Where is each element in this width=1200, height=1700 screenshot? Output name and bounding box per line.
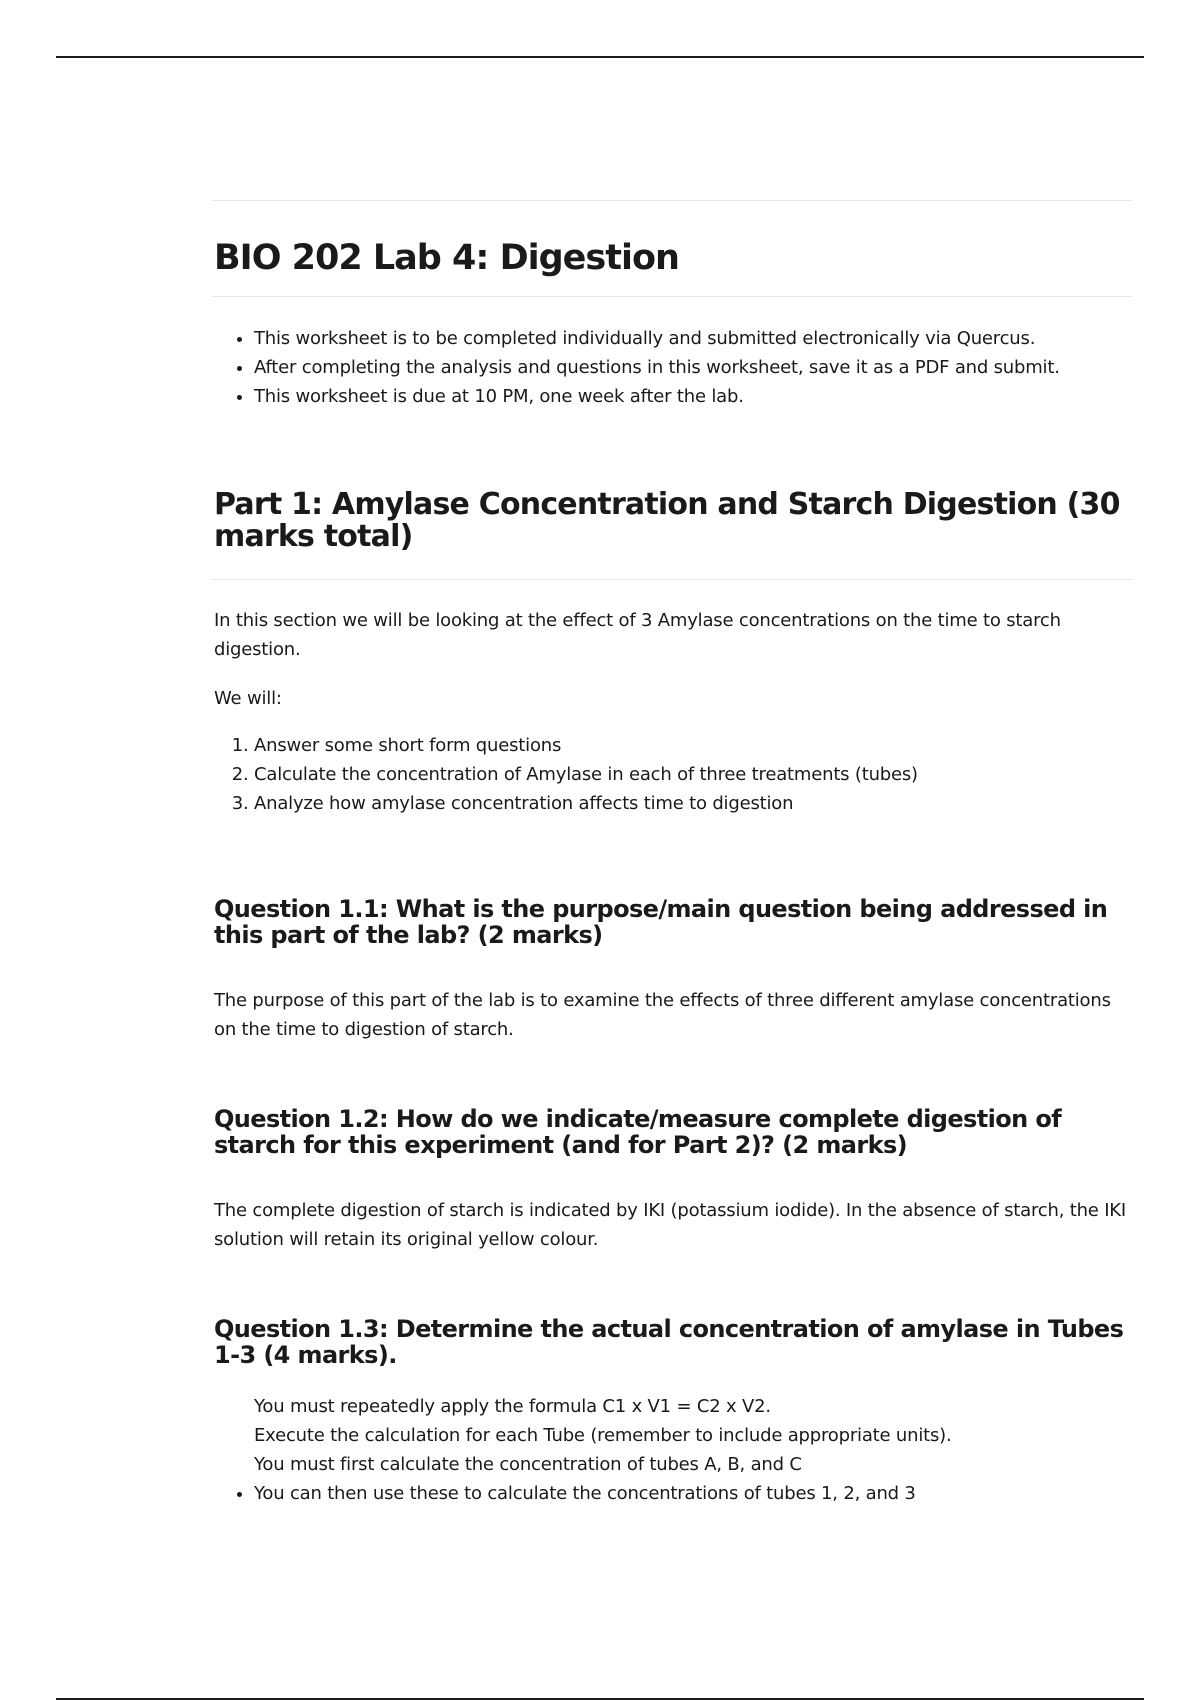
title-bottom-divider xyxy=(212,296,1132,297)
step-item: 3. Analyze how amylase concentration affects time to digestion xyxy=(254,789,1132,818)
page-top-rule xyxy=(56,56,1144,58)
instruction-item: Execute the calculation for each Tube (remember to include appropriate units). xyxy=(254,1424,952,1446)
question-1-1 xyxy=(212,896,1132,1044)
part1-heading: Part 1: Amylase Concentration and Starch Digestion (30 marks total) xyxy=(214,486,1120,554)
question-1-3 xyxy=(212,1316,1132,1508)
instruction-item: You must first calculate the concentration of tubes A, B, and C xyxy=(254,1453,802,1475)
instruction-item: • You can then use these to calculate the concentrations of tubes 1, 2, and 3 xyxy=(254,1479,1132,1508)
title-top-divider xyxy=(212,200,1132,201)
step-item: 2. Calculate the concentration of Amylase in each of three treatments (tubes) xyxy=(254,760,1132,789)
part1-divider xyxy=(212,579,1132,580)
question-1-3-heading: Question 1.3: Determine the actual concentration of amylase in Tubes 1-3 (4 marks). xyxy=(214,1314,1124,1369)
step-item: 1. Answer some short form questions xyxy=(254,731,1132,760)
we-will-label: We will: xyxy=(214,687,282,709)
question-1-3-instructions xyxy=(212,1392,1132,1508)
part1-section xyxy=(212,486,1132,818)
intro-bullet-item: • This worksheet is to be completed individually and submitted electronically via Quercus. xyxy=(254,324,1132,353)
question-1-2-heading: Question 1.2: How do we indicate/measure complete digestion of starch for this experiment (and for Part 2)? (2 marks) xyxy=(214,1104,1062,1159)
page-title: BIO 202 Lab 4: Digestion xyxy=(214,238,679,278)
question-1-2 xyxy=(212,1106,1132,1254)
question-1-1-heading: Question 1.1: What is the purpose/main question being addressed in this part of the lab? (2 marks) xyxy=(214,894,1108,949)
question-1-1-answer: The purpose of this part of the lab is to examine the effects of three different amylase concentrations on the time to digestion of starch. xyxy=(214,989,1111,1040)
instruction-item: You must repeatedly apply the formula C1 x V1 = C2 x V2. xyxy=(254,1395,771,1417)
part1-steps-list xyxy=(212,731,1132,818)
intro-bullet-item: • After completing the analysis and questions in this worksheet, save it as a PDF and submit. xyxy=(254,353,1132,382)
worksheet-content xyxy=(212,200,1132,1508)
question-1-2-answer: The complete digestion of starch is indicated by IKI (potassium iodide). In the absence of starch, the IKI solution will retain its original yellow colour. xyxy=(214,1199,1127,1250)
part1-intro: In this section we will be looking at the effect of 3 Amylase concentrations on the time to starch digestion. xyxy=(214,609,1061,660)
intro-bullet-item: • This worksheet is due at 10 PM, one week after the lab. xyxy=(254,382,1132,411)
intro-bullet-list xyxy=(212,324,1132,411)
